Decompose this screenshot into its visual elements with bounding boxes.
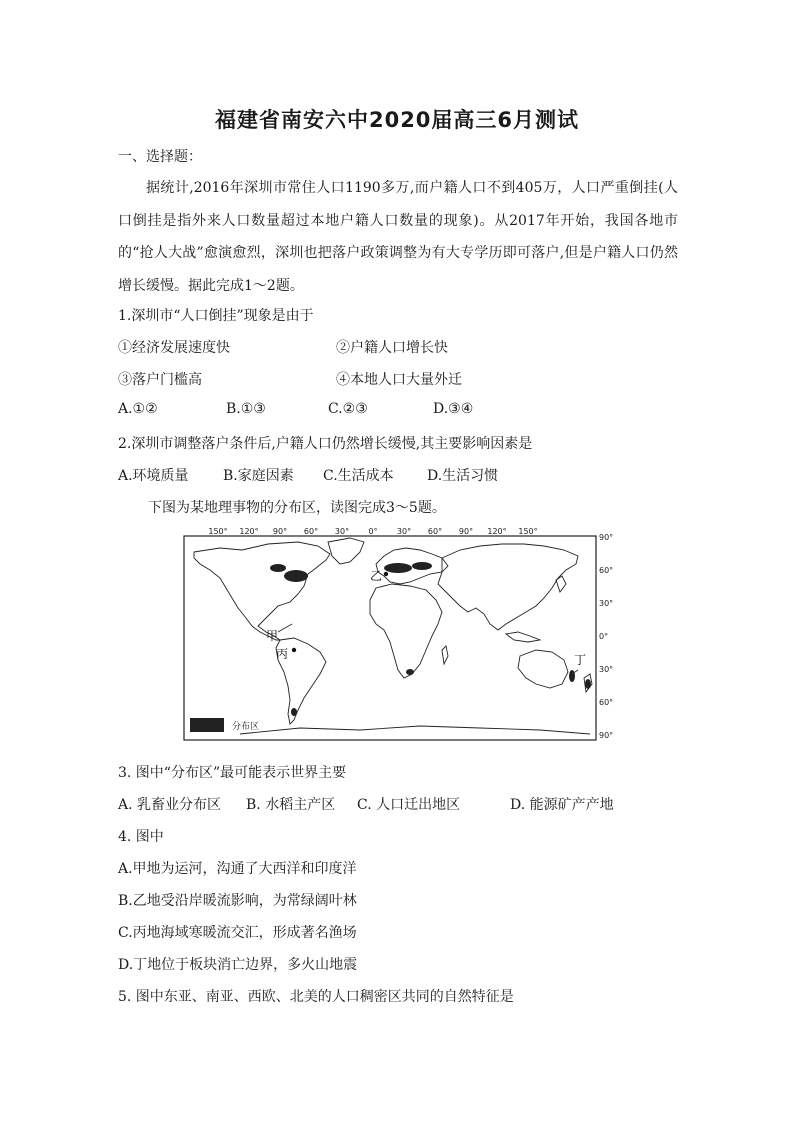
distribution-area-western-europe bbox=[384, 563, 412, 573]
question-3-option-a: A. 乳畜业分布区 bbox=[118, 797, 222, 813]
question-1-item-1: ①经济发展速度快 bbox=[118, 340, 230, 356]
latitude-tick-label: 60° bbox=[599, 698, 614, 707]
question-4-option-c: C.丙地海域寒暖流交汇，形成著名渔场 bbox=[118, 925, 357, 941]
longitude-ticks bbox=[208, 528, 537, 536]
question-1-option-a: A.①② bbox=[118, 401, 158, 417]
question-1-stem: 1.深圳市“人口倒挂”现象是由于 bbox=[118, 308, 314, 324]
question-3-option-b: B. 水稻主产区 bbox=[246, 797, 336, 813]
longitude-tick-label: 150° bbox=[208, 528, 228, 536]
latitude-tick-label: 30° bbox=[599, 599, 614, 608]
label-yi: 乙 bbox=[370, 569, 383, 583]
question-5-stem: 5. 图中东亚、南亚、西欧、北美的人口稠密区共同的自然特征是 bbox=[118, 989, 514, 1005]
longitude-tick-label: 60° bbox=[303, 528, 319, 536]
longitude-tick-label: 150° bbox=[518, 528, 538, 536]
passage-population: 据统计,2016年深圳市常住人口1190多万,而户籍人口不到405万，人口严重倒挂(人口倒挂是指外来人口数量超过本地户籍人口数量的现象)。从2017年开始，我国各地市的“抢人大战”愈演愈烈，深圳也把落户政策调整为有大专学历即可落户,但是户籍人口仍然增长缓慢。据此完成1～2题。 bbox=[118, 180, 678, 294]
question-2-option-a: A.环境质量 bbox=[118, 468, 189, 484]
question-1-item-3: ③落户门槛高 bbox=[118, 372, 202, 388]
latitude-tick-label: 90° bbox=[599, 731, 614, 740]
legend-swatch bbox=[190, 718, 224, 732]
passage-map-intro: 下图为某地理事物的分布区，读图完成3～5题。 bbox=[148, 500, 446, 516]
page-title: 福建省南安六中2020届高三6月测试 bbox=[214, 108, 580, 132]
question-3-option-d: D. 能源矿产产地 bbox=[510, 797, 614, 813]
question-2-option-d: D.生活习惯 bbox=[427, 468, 499, 484]
longitude-tick-label: 120° bbox=[487, 528, 507, 536]
question-4-option-a: A.甲地为运河，沟通了大西洋和印度洋 bbox=[118, 861, 357, 877]
question-1-option-c: C.②③ bbox=[328, 401, 368, 417]
question-3-stem: 3. 图中“分布区”最可能表示世界主要 bbox=[118, 765, 347, 781]
question-1-option-b: B.①③ bbox=[226, 401, 266, 417]
label-bing: 丙 bbox=[276, 647, 289, 661]
longitude-tick-label: 30° bbox=[334, 528, 350, 536]
latitude-ticks bbox=[599, 533, 613, 740]
distribution-area-south-america bbox=[291, 708, 297, 716]
latitude-tick-label: 30° bbox=[599, 665, 614, 674]
longitude-tick-label: 60° bbox=[427, 528, 443, 536]
longitude-tick-label: 0° bbox=[368, 528, 378, 536]
world-distribution-map bbox=[180, 528, 620, 748]
section-heading: 一、选择题： bbox=[118, 149, 202, 165]
question-4-option-b: B.乙地受沿岸暖流影响，为常绿阔叶林 bbox=[118, 893, 357, 909]
question-1-item-4: ④本地人口大量外迁 bbox=[336, 372, 462, 388]
bing-dot bbox=[292, 648, 296, 652]
distribution-area-central-europe bbox=[412, 562, 432, 570]
distribution-area-south-africa bbox=[406, 669, 414, 675]
question-2-stem: 2.深圳市调整落户条件后,户籍人口仍然增长缓慢,其主要影响因素是 bbox=[118, 436, 533, 452]
map-svg bbox=[180, 528, 620, 748]
question-3-option-c: C. 人口迁出地区 bbox=[357, 797, 461, 813]
question-2-option-b: B.家庭因素 bbox=[223, 468, 294, 484]
longitude-tick-label: 90° bbox=[458, 528, 474, 536]
label-ding: 丁 bbox=[574, 653, 587, 667]
longitude-tick-label: 90° bbox=[272, 528, 288, 536]
distribution-area-north-america-lakes bbox=[270, 564, 286, 572]
latitude-tick-label: 90° bbox=[599, 533, 614, 542]
longitude-tick-label: 120° bbox=[239, 528, 259, 536]
question-2-option-c: C.生活成本 bbox=[323, 468, 394, 484]
distribution-area-new-zealand bbox=[585, 679, 591, 689]
question-1-option-d: D.③④ bbox=[433, 401, 474, 417]
latitude-tick-label: 60° bbox=[599, 566, 614, 575]
distribution-area-southeast-australia bbox=[569, 670, 575, 682]
question-1-item-2: ②户籍人口增长快 bbox=[336, 340, 448, 356]
question-4-stem: 4. 图中 bbox=[118, 829, 164, 845]
longitude-tick-label: 30° bbox=[396, 528, 412, 536]
yi-dot bbox=[384, 572, 388, 576]
question-4-option-d: D.丁地位于板块消亡边界，多火山地震 bbox=[118, 957, 358, 973]
label-jia: 甲 bbox=[266, 629, 279, 643]
distribution-area-north-america-east bbox=[284, 570, 308, 582]
legend-label: 分布区 bbox=[232, 722, 260, 732]
latitude-tick-label: 0° bbox=[599, 632, 609, 641]
